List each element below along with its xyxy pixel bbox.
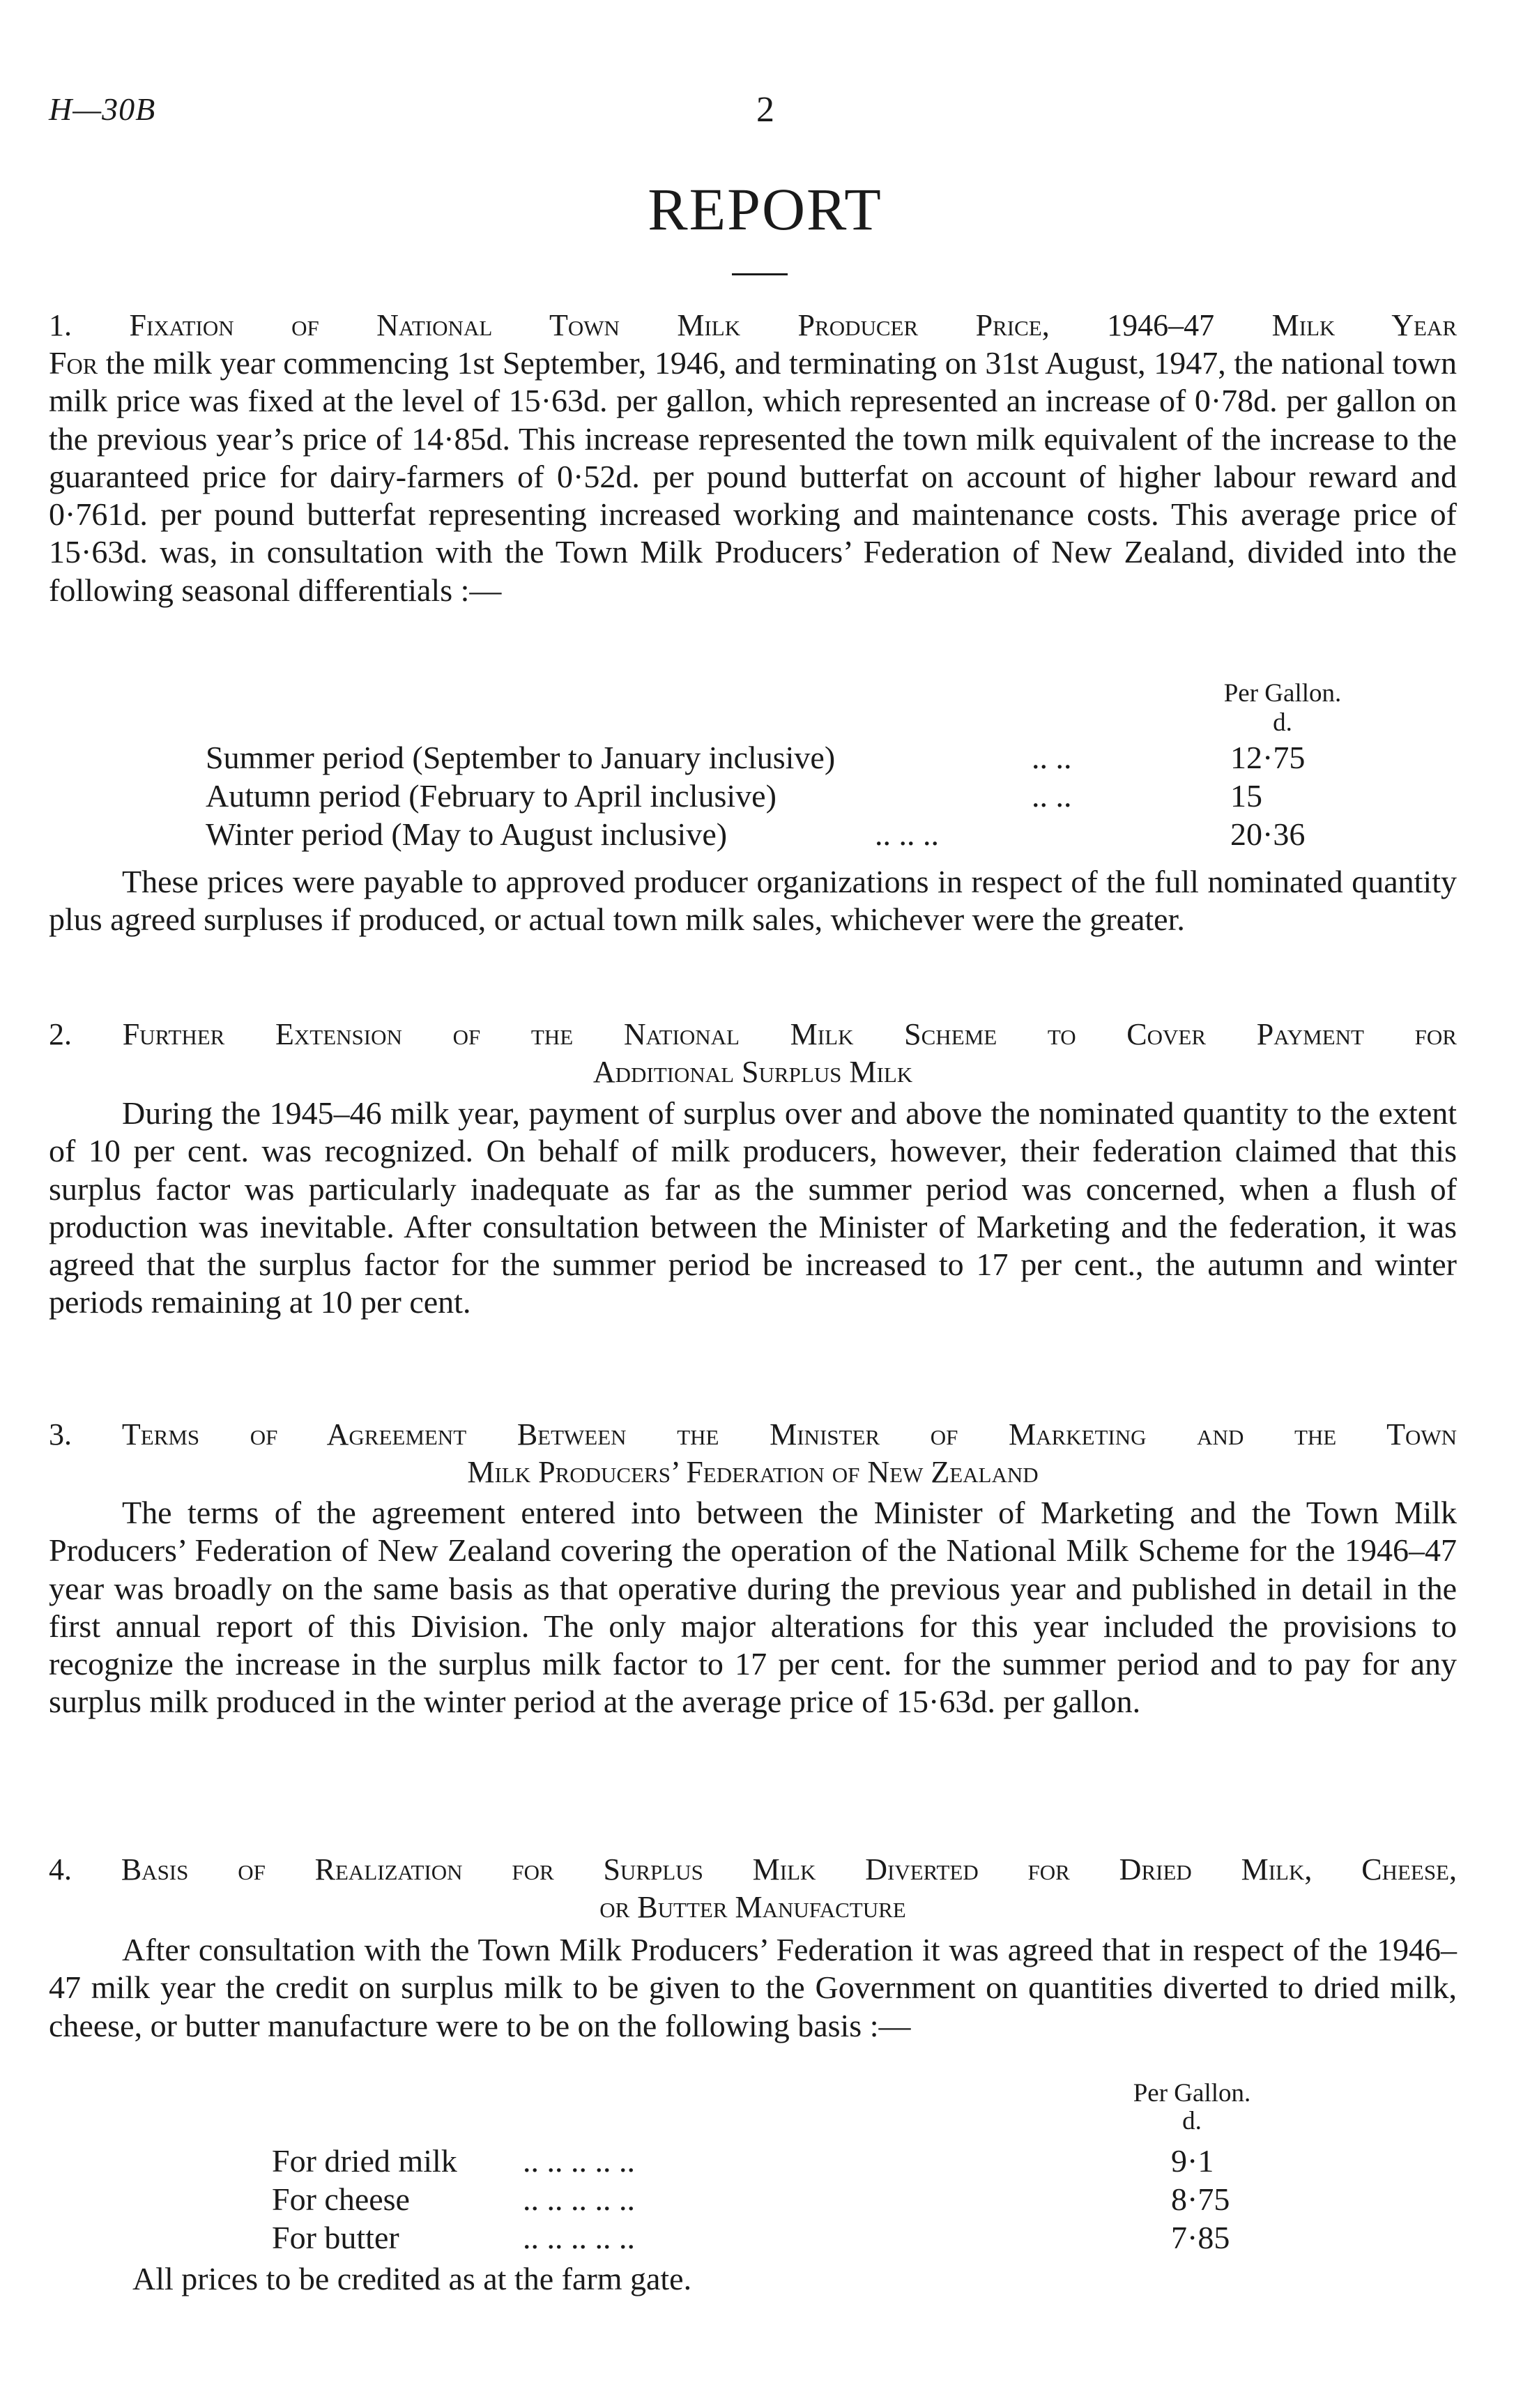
table-row-leader: .. .. .. .. .. bbox=[523, 2181, 635, 2217]
document-code: H—30B bbox=[49, 91, 156, 127]
table-row-value: 7·85 bbox=[1171, 2220, 1230, 2255]
table-row-label: Winter period (May to August inclusive) bbox=[206, 816, 728, 852]
section-2-heading-line-2: Additional Surplus Milk bbox=[592, 1055, 913, 1089]
page-title: REPORT bbox=[648, 176, 882, 243]
table-row-label: For butter bbox=[272, 2220, 399, 2255]
section-4-heading-line-2: or Butter Manufacture bbox=[599, 1890, 906, 1924]
table-row-leader: .. .. .. bbox=[875, 816, 939, 852]
table-row-leader: .. .. bbox=[1032, 740, 1072, 775]
section-1-lead-word: For bbox=[49, 345, 98, 381]
table-row-label: For dried milk bbox=[272, 2143, 457, 2179]
table-row-value: 12·75 bbox=[1230, 740, 1306, 775]
table-row-leader: .. .. bbox=[1032, 778, 1072, 814]
section-2-paragraph: During the 1945–46 milk year, payment of surplus over and above the nominated quantity to the extent of 10 per cent. was recognized. On behalf of milk producers, however, their federation claimed that this surplus factor was particularly inadequate as far as the summer period was concerned, when a flush of production was inevitable. After consultation between the Minister of Marketing and the federation, it was agreed that the surplus factor for the summer period be increased to 17 per cent., the autumn and winter periods remaining at 10 per cent. bbox=[49, 1095, 1457, 1320]
section-1-heading: 1. Fixation of National Town Milk Producer Price, 1946–47 Milk Year bbox=[49, 308, 1457, 342]
section-4-table-col-header: Per Gallon. bbox=[1133, 2079, 1251, 2108]
section-1-table-col-unit: d. bbox=[1273, 708, 1292, 737]
table-row-label: Summer period (September to January inclusive) bbox=[206, 740, 836, 775]
section-3-heading: 3. Terms of Agreement Between the Minister of Marketing and the Town bbox=[49, 1417, 1457, 1451]
table-row-value: 8·75 bbox=[1171, 2181, 1230, 2217]
table-row-label: Autumn period (February to April inclusive) bbox=[206, 778, 777, 814]
table-row-leader: .. .. .. .. .. bbox=[523, 2220, 635, 2255]
section-4-footer-note: All prices to be credited as at the farm gate. bbox=[132, 2261, 692, 2296]
section-3-paragraph: The terms of the agreement entered into between the Minister of Marketing and the Town Milk Producers’ Federation of New Zealand covering the operation of the National Milk Scheme for the 1946–47 year was broadly on the same basis as that operative during the previous year and published in detail in the first annual report of this Division. The only major alterations for this year included the provisions to recognize the increase in the surplus milk factor to 17 per cent. for the summer period and to pay for any surplus milk produced in the winter period at the average price of 15·63d. per gallon. bbox=[49, 1495, 1457, 1720]
table-row-label: For cheese bbox=[272, 2181, 410, 2217]
section-4-paragraph: After consultation with the Town Milk Producers’ Federation it was agreed that in respect of the 1946–47 milk year the credit on surplus milk to be given to the Government on quantities diverted to dried milk, cheese, or butter manufacture were to be on the following basis :— bbox=[49, 1932, 1457, 2043]
section-1-table-col-header: Per Gallon. bbox=[1223, 679, 1342, 708]
page-number: 2 bbox=[756, 90, 774, 130]
section-1-paragraph-2: These prices were payable to approved producer organizations in respect of the full nominated quantity plus agreed surpluses if produced, or actual town milk sales, whichever were the greater. bbox=[49, 864, 1457, 938]
section-3-heading-line-2: Milk Producers’ Federation of New Zealand bbox=[467, 1455, 1039, 1489]
section-2-heading: 2. Further Extension of the National Milk Scheme to Cover Payment for bbox=[49, 1017, 1457, 1051]
section-1-paragraph bbox=[49, 344, 1457, 609]
table-row-leader: .. .. .. .. .. bbox=[523, 2143, 635, 2179]
table-row-value: 15 bbox=[1230, 778, 1262, 814]
section-1-paragraph-text: the milk year commencing 1st September, 1946, and terminating on 31st August, 1947, the national town milk price was fixed at the level of 15·63d. per gallon, which represented an increase of 0·78d. per gallon on the previous year’s price of 14·85d. This increase represented the town milk equivalent of the increase to the guaranteed price for dairy-farmers of 0·52d. per pound butterfat on account of higher labour reward and 0·761d. per pound butterfat representing increased working and maintenance costs. This average price of 15·63d. was, in consultation with the Town Milk Producers’ Federation of New Zealand, divided into the following seasonal differentials :— bbox=[49, 345, 1457, 608]
title-divider bbox=[732, 273, 788, 275]
section-4-table-col-unit: d. bbox=[1182, 2107, 1202, 2135]
section-4-heading: 4. Basis of Realization for Surplus Milk Diverted for Dried Milk, Cheese, bbox=[49, 1852, 1457, 1887]
table-row-value: 9·1 bbox=[1171, 2143, 1214, 2179]
table-row-value: 20·36 bbox=[1230, 816, 1306, 852]
